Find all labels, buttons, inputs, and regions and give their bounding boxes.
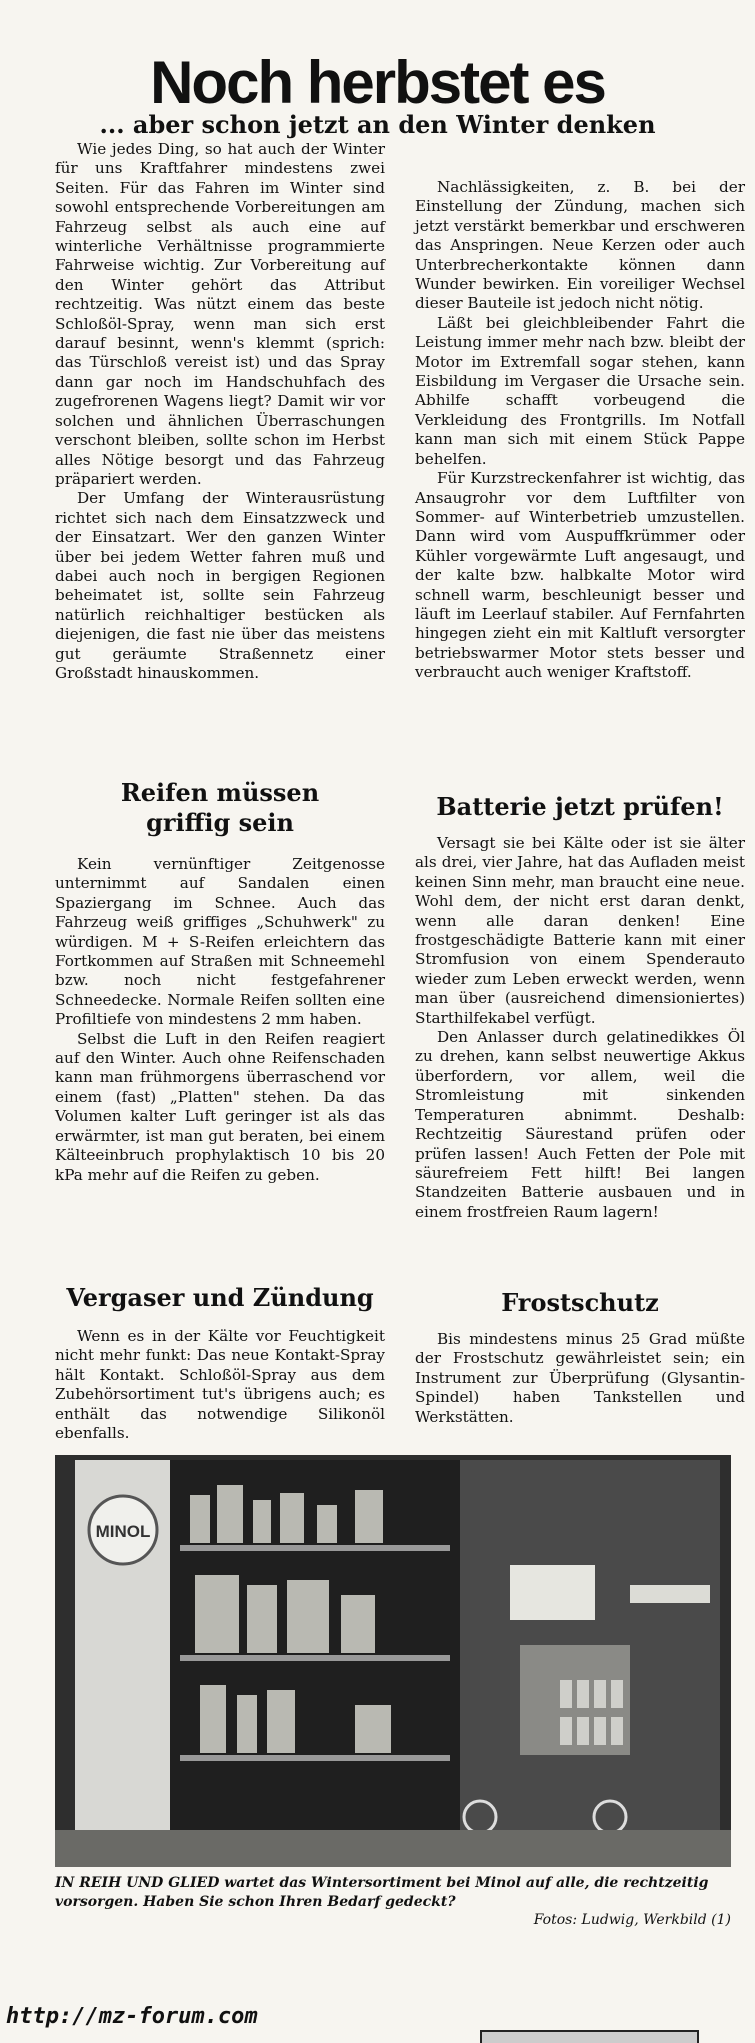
section-heading-vergaser: Vergaser und Zündung — [66, 1283, 374, 1312]
section-heading-batterie: Batterie jetzt prüfen! — [436, 792, 724, 821]
right-paragraph-3: Für Kurzstreckenfahrer ist wichtig, das Ansaugrohr vor dem Luftfilter von Sommer- auf Winterbetrieb umzustellen. Dann wird vom Auspuffkrümmer oder Kühler vorgewärmte Luft angesaugt, und der kalte bzw. halbkalte Motor wird schnell warm, beschleunigt besser und läuft im Leerlauf stabiler. Auf Fernfahrten hingegen zieht ein mit Kaltluft versorgter betriebswarmer Motor stets besser und verbraucht auch weniger Kraftstoff. — [415, 469, 745, 682]
section-heading-reifen: Reifen müssen griffig sein — [120, 778, 320, 837]
right-paragraph-2: Läßt bei gleichbleibender Fahrt die Leistung immer mehr nach bzw. bleibt der Motor im Extremfall sogar stehen, kann Eisbildung im Vergaser die Ursache sein. Abhilfe schafft vorbeugend die Verkleidung des Frontgrills. Im Notfall kann man sich mit einem Stück Pappe behelfen. — [415, 313, 745, 468]
vergaser-section — [55, 1327, 385, 1443]
batterie-paragraph-2: Den Anlasser durch gelatinedikkes Öl zu drehen, kann selbst neuwertige Akkus überfordern, vor allem, weil die Stromleistung mit sinkenden Temperaturen abnimmt. Deshalb: Rechtzeitig Säurestand prüfen oder prüfen lassen! Auch Fetten der Pole mit säurefreiem Fett hilft! Bei langen Standzeiten Batterie ausbauen und in einem frostfreien Raum lagern! — [415, 1028, 745, 1221]
left-column — [55, 140, 385, 683]
frostschutz-paragraph-1: Bis mindestens minus 25 Grad müßte der Frostschutz gewährleistet sein; ein Instrument zur Überprüfung (Glysantin-Spindel) haben Tankstellen und Werkstätten. — [415, 1330, 745, 1426]
adjacent-article-edge — [480, 2030, 699, 2043]
subheadline: ... aber schon jetzt an den Winter denken — [99, 109, 656, 139]
reifen-section — [55, 855, 385, 1185]
right-column — [415, 178, 745, 683]
batterie-paragraph-1: Versagt sie bei Kälte oder ist sie älter als drei, vier Jahre, hat das Aufladen meist keinen Sinn mehr, man braucht eine neue. Wohl dem, der nicht erst daran denkt, wenn alle daran denken! Eine frostgeschädigte Batterie kann mit einer Stromfusion von einem Spenderauto wieder zum Leben erweckt werden, wenn man über (ausreichend dimensioniertes) Starthilfekabel verfügt. — [415, 834, 745, 1027]
photo-credit: Fotos: Ludwig, Werkbild (1) — [533, 1912, 731, 1928]
section-heading-frostschutz: Frostschutz — [501, 1288, 659, 1317]
photo-caption: IN REIH UND GLIED wartet das Wintersortiment bei Minol auf alle, die rechtzeitig vorsorgen. Haben Sie schon Ihren Bedarf gedeckt? — [55, 1875, 709, 1910]
source-url[interactable]: http://mz-forum.com — [6, 2004, 258, 2029]
intro-paragraph-2: Der Umfang der Winterausrüstung richtet sich nach dem Einsatzzweck und der Einsatzart. Wer den ganzen Winter über bei jedem Wetter fahren muß und dabei auch noch in bergigen Regionen beheimatet ist, sollte sein Fahrzeug natürlich reichhaltiger bestücken als diejenigen, die fast nie über das meistens gut geräumte Straßennetz einer Großstadt hinauskommen. — [55, 489, 385, 682]
shop-photo — [55, 1455, 731, 1867]
shop-photo-illustration — [55, 1455, 731, 1867]
vergaser-paragraph-1: Wenn es in der Kälte vor Feuchtigkeit nicht mehr funkt: Das neue Kontakt-Spray hält Kontakt. Schloßöl-Spray aus dem Zubehörsortiment tut's übrigens auch; es enthält das notwendige Silikonöl ebenfalls. — [55, 1327, 385, 1443]
batterie-section — [415, 834, 745, 1222]
intro-paragraph-1: Wie jedes Ding, so hat auch der Winter für uns Kraftfahrer mindestens zwei Seiten. Für das Fahren im Winter sind sowohl entsprechende Vorbereitungen am Fahrzeug selbst als auch eine auf winterliche Verhältnisse programmierte Fahrweise wichtig. Zur Vorbereitung auf den Winter gehört das Attribut rechtzeitig. Was nützt einem das beste Schloßöl-Spray, wenn man sich erst darauf besinnt, wenn's klemmt (sprich: das Türschloß vereist ist) und das Spray dann gar noch im Handschuhfach des zugefrorenen Wagens liegt? Damit wir vor solchen und ähnlichen Überraschungen verschont bleiben, sollte schon im Herbst alles Nötige besorgt und das Fahrzeug präpariert werden. — [55, 140, 385, 488]
right-paragraph-1: Nachlässigkeiten, z. B. bei der Einstellung der Zündung, machen sich jetzt verstärkt bemerkbar und erschweren das Anspringen. Neue Kerzen oder auch Unterbrecherkontakte können dann Wunder bewirken. Ein voreiliger Wechsel dieser Bauteile ist jedoch nicht nötig. — [415, 178, 745, 313]
reifen-paragraph-1: Kein vernünftiger Zeitgenosse unternimmt auf Sandalen einen Spaziergang im Schnee. Auch das Fahrzeug weiß griffiges „Schuhwerk" zu würdigen. M + S-Reifen erleichtern das Fortkommen auf Straßen mit Schneemehl bzw. noch nicht festgefahrener Schneedecke. Normale Reifen sollten eine Profiltiefe von mindestens 2 mm haben. — [55, 855, 385, 1029]
headline: Noch herbstet es — [150, 49, 605, 117]
reifen-paragraph-2: Selbst die Luft in den Reifen reagiert auf den Winter. Auch ohne Reifenschaden kann man frühmorgens überraschend vor einem (fast) „Platten" stehen. Da das Volumen kalter Luft geringer ist als das erwärmter, ist man gut beraten, bei einem Kälteeinbruch prophylaktisch 10 bis 20 kPa mehr auf die Reifen zu geben. — [55, 1029, 385, 1184]
minol-sign-text: MINOL — [95, 1522, 151, 1541]
frostschutz-section — [415, 1330, 745, 1427]
